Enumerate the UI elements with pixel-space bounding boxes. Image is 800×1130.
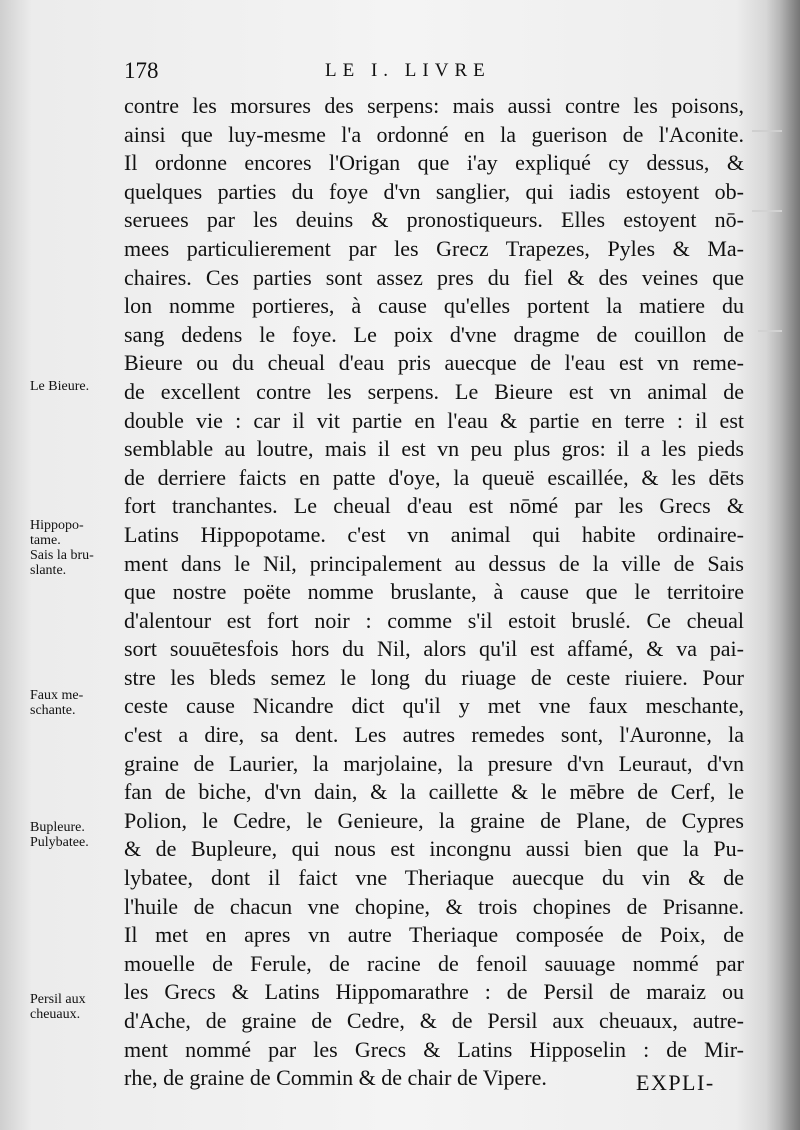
- running-head: LE I. LIVRE: [325, 60, 491, 81]
- marginal-note-line: Pulybatee.: [30, 835, 89, 850]
- text-line: c'est a dire, sa dent. Les autres remedes sont, l'Auronne, la: [124, 722, 744, 748]
- body-text: [124, 92, 744, 1093]
- text-line: sang dedens le foye. Le poix d'vne dragme de couillon de: [124, 321, 744, 347]
- text-line: que nostre poëte nomme bruslante, à cause que le territoire: [124, 579, 744, 605]
- catchword: EXPLI-: [636, 1070, 715, 1095]
- text-line: lybatee, dont il faict vne Theriaque auecque du vin & de: [124, 865, 744, 891]
- marginal-note-persil: [30, 992, 122, 1022]
- text-line: mees particulierement par les Grecz Trapezes, Pyles & Ma-: [124, 235, 744, 261]
- text-line: l'huile de chacun vne chopine, & trois chopines de Prisanne.: [124, 893, 744, 919]
- text-line: stre les bleds semez le long du riuage de ceste riuiere. Pour: [124, 664, 744, 690]
- text-line: les Grecs & Latins Hippomarathre : de Persil de maraiz ou: [124, 979, 744, 1005]
- text-line: & de Bupleure, qui nous est incongnu aussi bien que la Pu-: [124, 836, 744, 862]
- text-line: lon nomme portieres, à cause qu'elles portent la matiere du: [124, 293, 744, 319]
- text-line: fan de biche, d'vn dain, & la caillette & le mēbre de Cerf, le: [124, 779, 744, 805]
- text-line: ment nommé par les Grecs & Latins Hipposelin : de Mir-: [124, 1036, 744, 1062]
- text-line: rhe, de graine de Commin & de chair de Vipere.: [124, 1065, 547, 1091]
- marginal-note-faux-meschante: [30, 688, 122, 718]
- marginal-note-line: Sais la bru-: [30, 548, 94, 563]
- marginal-note-line: tame.: [30, 533, 61, 548]
- text-line: mouelle de Ferule, de racine de fenoil sauuage nommé par: [124, 950, 744, 976]
- text-line: de derriere faicts en patte d'oye, la queuë escaillée, & les dēts: [124, 464, 744, 490]
- marginal-note-bieure: [30, 379, 122, 394]
- text-line: ainsi que luy-mesme l'a ordonné en la guerison de l'Aconite.: [124, 121, 744, 147]
- text-line: Il met en apres vn autre Theriaque composée de Poix, de: [124, 922, 744, 948]
- text-line: Latins Hippopotame. c'est vn animal qui habite ordinaire-: [124, 521, 744, 547]
- text-line: contre les morsures des serpens: mais aussi contre les poisons,: [124, 93, 744, 118]
- marginal-note-line: schante.: [30, 703, 76, 718]
- marginal-note-line: Hippopo-: [30, 518, 84, 533]
- text-line: d'Ache, de graine de Cedre, & de Persil aux cheuaux, autre-: [124, 1008, 744, 1033]
- text-line: semblable au loutre, mais il est vn peu plus gros: il a les pieds: [124, 436, 744, 462]
- text-line: d'alentour est fort noir : comme s'il estoit bruslé. Ce cheual: [124, 607, 744, 633]
- marginal-note-line: Bupleure.: [30, 820, 85, 835]
- marginal-note-line: Faux me-: [30, 688, 84, 703]
- marginal-note-hippopotame: [30, 518, 122, 578]
- text-line: de excellent contre les serpens. Le Bieure est vn animal de: [124, 378, 744, 404]
- text-line: fort tranchantes. Le cheual d'eau est nōmé par les Grecs &: [124, 493, 744, 519]
- page-edge-shadow: [766, 0, 800, 1130]
- marginal-note-line: Le Bieure.: [30, 379, 90, 394]
- text-line: ceste cause Nicandre dict qu'il y met vne faux meschante,: [124, 693, 744, 719]
- page-header: [0, 58, 800, 88]
- marginal-note-bupleure: [30, 820, 122, 850]
- text-line: sort souuētesfois hors du Nil, alors qu'il est affamé, & va pai-: [124, 636, 744, 662]
- marginal-note-line: cheuaux.: [30, 1007, 81, 1022]
- text-line: quelques parties du foye d'vn sanglier, qui iadis estoyent ob-: [124, 178, 744, 204]
- text-line: double vie : car il vit partie en l'eau & partie en terre : il est: [124, 407, 744, 433]
- text-line: Polion, le Cedre, le Genieure, la graine de Plane, de Cypres: [124, 807, 744, 833]
- show-through-mark: [752, 130, 782, 132]
- marginal-note-line: slante.: [30, 563, 67, 578]
- show-through-mark: [752, 210, 782, 212]
- show-through-mark: [758, 330, 782, 332]
- text-line: Il ordonne encores l'Origan que i'ay expliqué cy dessus, &: [124, 150, 744, 176]
- marginal-note-line: Persil aux: [30, 992, 86, 1007]
- text-line: graine de Laurier, la marjolaine, la presure d'vn Leuraut, d'vn: [124, 750, 744, 776]
- text-line: ment dans le Nil, principalement au dessus de la ville de Sais: [124, 550, 744, 576]
- page-number: 178: [124, 58, 159, 83]
- text-line: Bieure ou du cheual d'eau pris auecque de l'eau est vn reme-: [124, 350, 744, 376]
- text-line: seruees par les deuins & pronostiqueurs. Elles estoyent nō-: [124, 207, 744, 233]
- text-line: chaires. Ces parties sont assez pres du fiel & des veines que: [124, 264, 744, 290]
